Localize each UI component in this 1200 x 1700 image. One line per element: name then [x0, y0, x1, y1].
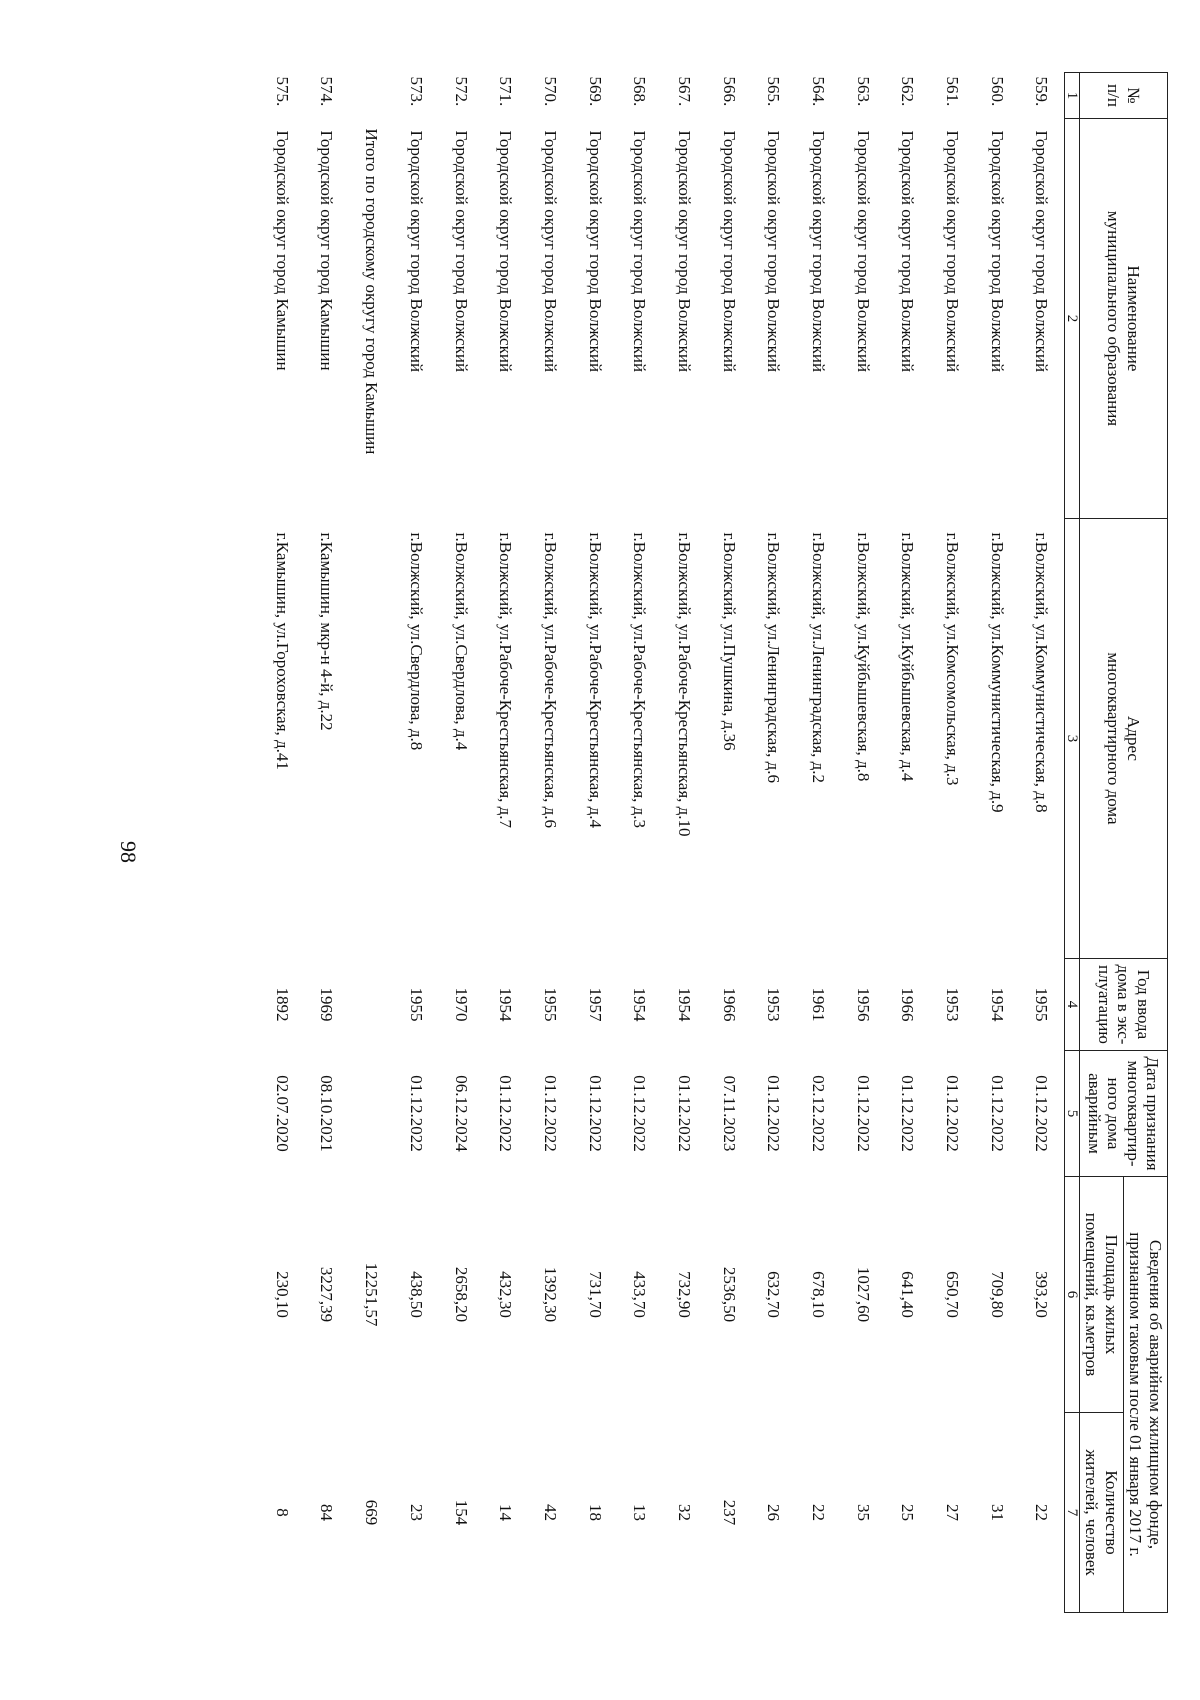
header-number-text: № п/п [1104, 84, 1143, 107]
table-row [528, 73, 573, 1613]
row-municipality: Городской округ город Волжский [630, 130, 650, 373]
row-number: 568. [630, 76, 650, 107]
row-address: г.Волжский, ул.Куйбышевская, д.8 [853, 532, 873, 782]
row-year: 1892 [272, 987, 292, 1022]
row-municipality: Городской округ город Волжский [987, 130, 1007, 373]
row-municipality: Городской округ город Волжский [764, 130, 784, 373]
row-number: 575. [272, 76, 292, 107]
row-municipality: Городской округ город Волжский [451, 130, 471, 373]
row-address: г.Волжский, ул.Пушкина, д.36 [719, 532, 739, 751]
row-year: 1969 [317, 987, 337, 1022]
row-address: г.Волжский, ул.Коммунистическая, д.8 [1032, 532, 1052, 813]
emergency-housing-table [259, 72, 1168, 1613]
row-year: 1970 [451, 987, 471, 1022]
row-municipality: Городской округ город Волжский [585, 130, 605, 373]
header-number [1079, 73, 1167, 119]
header-address [1079, 519, 1167, 959]
row-year: 1954 [496, 987, 516, 1022]
header-emergency-info-text: Сведения об аварийном жилищном фонде, признанном таковым после 01 января 2017 г. [1126, 1232, 1165, 1557]
table-row [930, 73, 975, 1613]
row-date: 01.12.2022 [630, 1075, 650, 1152]
row-area: 650,70 [943, 1271, 963, 1318]
row-date: 01.12.2022 [540, 1075, 560, 1152]
row-number: 571. [496, 76, 516, 107]
row-residents: 237 [719, 1499, 739, 1526]
row-area: 709,80 [987, 1271, 1007, 1318]
row-residents: 8 [272, 1508, 292, 1517]
table-row [840, 73, 885, 1613]
table-row [259, 73, 304, 1613]
row-date: 02.07.2020 [272, 1075, 292, 1152]
column-number-2: 2 [1064, 119, 1079, 519]
row-residents: 25 [898, 1504, 918, 1521]
header-emergency-info-group [1123, 1177, 1167, 1613]
header-address-text: Адрес многоквартирного дома [1104, 652, 1143, 825]
table-row [974, 73, 1019, 1613]
row-year: 1954 [674, 987, 694, 1022]
table-row-total [349, 73, 394, 1613]
column-number-7: 7 [1064, 1413, 1079, 1613]
page-number: 98 [116, 841, 141, 863]
table-row [617, 73, 662, 1613]
row-address: г.Волжский, ул.Куйбышевская, д.4 [898, 532, 918, 782]
row-residents: 22 [809, 1504, 829, 1521]
table-row [572, 73, 617, 1613]
row-municipality: Городской округ город Волжский [898, 130, 918, 373]
column-number-4: 4 [1064, 959, 1079, 1051]
row-address: г.Волжский, ул.Рабоче-Крестьянская, д.6 [540, 532, 560, 829]
row-number: 572. [451, 76, 471, 107]
row-residents: 26 [764, 1504, 784, 1521]
row-date: 01.12.2022 [406, 1075, 426, 1152]
row-area: 731,70 [585, 1271, 605, 1318]
row-year: 1955 [540, 987, 560, 1022]
row-area: 438,50 [406, 1271, 426, 1318]
row-year: 1957 [585, 987, 605, 1022]
row-municipality: Городской округ город Камышин [272, 130, 292, 371]
table-row [438, 73, 483, 1613]
row-municipality: Городской округ город Волжский [719, 130, 739, 373]
row-residents: 22 [1032, 1504, 1052, 1521]
row-date: 01.12.2022 [585, 1075, 605, 1152]
row-date: 01.12.2022 [987, 1075, 1007, 1152]
table-row [304, 73, 349, 1613]
table-row [1019, 73, 1064, 1613]
row-year: 1953 [943, 987, 963, 1022]
row-number: 565. [764, 76, 784, 107]
row-date: 01.12.2022 [1032, 1075, 1052, 1152]
column-number-1: 1 [1064, 73, 1079, 119]
row-municipality: Городской округ город Волжский [809, 130, 829, 373]
row-year: 1956 [853, 987, 873, 1022]
header-year-text: Год ввода дома в экс- плуатацию [1094, 964, 1153, 1045]
row-municipality: Городской округ город Камышин [317, 130, 337, 371]
table-row [706, 73, 751, 1613]
column-number-6: 6 [1064, 1177, 1079, 1413]
row-number: 574. [317, 76, 337, 107]
row-year: 1955 [406, 987, 426, 1022]
row-area: 12251,57 [362, 1262, 382, 1327]
row-area: 2658,20 [451, 1266, 471, 1323]
row-municipality: Городской округ город Волжский [674, 130, 694, 373]
row-area: 230,10 [272, 1271, 292, 1318]
row-number: 569. [585, 76, 605, 107]
row-municipality: Городской округ город Волжский [1032, 130, 1052, 373]
row-number: 566. [719, 76, 739, 107]
row-year: 1955 [1032, 987, 1052, 1022]
table-row [796, 73, 841, 1613]
header-residents-text: Количество жителей, человек [1082, 1449, 1121, 1576]
row-number: 561. [943, 76, 963, 107]
row-area: 632,70 [764, 1271, 784, 1318]
row-residents: 18 [585, 1504, 605, 1521]
row-residents: 669 [362, 1499, 382, 1526]
row-address: г.Камышин, мкр-н 4-й, д.22 [317, 532, 337, 731]
row-date: 01.12.2022 [674, 1075, 694, 1152]
table-row [394, 73, 439, 1613]
row-address: г.Волжский, ул.Комсомольская, д.3 [943, 532, 963, 786]
row-area: 1027,60 [853, 1266, 873, 1323]
row-year: 1954 [987, 987, 1007, 1022]
row-date: 01.12.2022 [898, 1075, 918, 1152]
row-municipality: Городской округ город Волжский [853, 130, 873, 373]
row-number: 562. [898, 76, 918, 107]
row-residents: 154 [451, 1499, 471, 1526]
row-residents: 32 [674, 1504, 694, 1521]
row-area: 678,10 [809, 1271, 829, 1318]
row-address: г.Волжский, ул.Рабоче-Крестьянская, д.3 [630, 532, 650, 829]
row-residents: 27 [943, 1504, 963, 1521]
row-number: 573. [406, 76, 426, 107]
row-address: г.Волжский, ул.Рабоче-Крестьянская, д.4 [585, 532, 605, 829]
row-address: г.Волжский, ул.Свердлова, д.8 [406, 532, 426, 751]
table-row [662, 73, 707, 1613]
column-number-3: 3 [1064, 519, 1079, 959]
row-area: 1392,30 [540, 1266, 560, 1323]
row-municipality: Городской округ город Волжский [496, 130, 516, 373]
row-residents: 35 [853, 1504, 873, 1521]
header-municipality [1079, 119, 1167, 519]
rotated-page-content [168, 72, 1168, 1612]
row-date: 07.11.2023 [719, 1075, 739, 1152]
row-municipality: Итого по городскому округу город Камышин [362, 128, 382, 455]
row-address: г.Камышин, ул.Гороховская, д.41 [272, 532, 292, 770]
row-area: 393,20 [1032, 1271, 1052, 1318]
row-year: 1961 [809, 987, 829, 1022]
header-date-text: Дата признания многоквартир- ного дома аварийным [1084, 1056, 1163, 1171]
row-number: 570. [540, 76, 560, 107]
row-date: 08.10.2021 [317, 1075, 337, 1152]
row-date [349, 1051, 394, 1177]
row-date: 02.12.2022 [809, 1075, 829, 1152]
row-year [349, 959, 394, 1051]
row-address: г.Волжский, ул.Свердлова, д.4 [451, 532, 471, 751]
row-address: г.Волжский, ул.Ленинградская, д.2 [809, 532, 829, 784]
row-residents: 84 [317, 1504, 337, 1521]
row-date: 01.12.2022 [943, 1075, 963, 1152]
row-number: 567. [674, 76, 694, 107]
table-row [885, 73, 930, 1613]
row-date: 06.12.2024 [451, 1075, 471, 1152]
row-area: 3227,39 [317, 1266, 337, 1323]
row-number: 563. [853, 76, 873, 107]
table-body [259, 73, 1064, 1613]
row-address: г.Волжский, ул.Коммунистическая, д.9 [987, 532, 1007, 813]
row-residents: 23 [406, 1504, 426, 1521]
table-header [1064, 73, 1167, 1613]
row-number: 559. [1032, 76, 1052, 107]
row-area: 433,70 [630, 1271, 650, 1318]
row-date: 01.12.2022 [496, 1075, 516, 1152]
row-date: 01.12.2022 [853, 1075, 873, 1152]
row-number: 564. [809, 76, 829, 107]
header-year [1079, 959, 1167, 1051]
row-area: 432,30 [496, 1271, 516, 1318]
column-number-5: 5 [1064, 1051, 1079, 1177]
header-area [1079, 1177, 1123, 1413]
row-address: г.Волжский, ул.Рабоче-Крестьянская, д.10 [674, 532, 694, 837]
row-number [349, 73, 394, 119]
row-municipality: Городской округ город Волжский [540, 130, 560, 373]
row-municipality: Городской округ город Волжский [943, 130, 963, 373]
row-year: 1966 [898, 987, 918, 1022]
row-area: 732,90 [674, 1271, 694, 1318]
row-address: г.Волжский, ул.Ленинградская, д.6 [764, 532, 784, 784]
row-residents: 14 [496, 1504, 516, 1521]
row-residents: 31 [987, 1504, 1007, 1521]
row-municipality: Городской округ город Волжский [406, 130, 426, 373]
row-residents: 13 [630, 1504, 650, 1521]
header-municipality-text: Наименование муниципального образования [1104, 210, 1143, 427]
table-row [751, 73, 796, 1613]
row-address: г.Волжский, ул.Рабоче-Крестьянская, д.7 [496, 532, 516, 829]
row-residents: 42 [540, 1504, 560, 1521]
row-number: 560. [987, 76, 1007, 107]
table-row [483, 73, 528, 1613]
row-address [349, 519, 394, 959]
row-date: 01.12.2022 [764, 1075, 784, 1152]
row-year: 1954 [630, 987, 650, 1022]
row-area: 2536,50 [719, 1266, 739, 1323]
header-residents [1079, 1413, 1123, 1613]
row-area: 641,40 [898, 1271, 918, 1318]
header-date [1079, 1051, 1167, 1177]
row-year: 1966 [719, 987, 739, 1022]
row-year: 1953 [764, 987, 784, 1022]
header-area-text: Площадь жилых помещений, кв.метров [1082, 1212, 1121, 1377]
